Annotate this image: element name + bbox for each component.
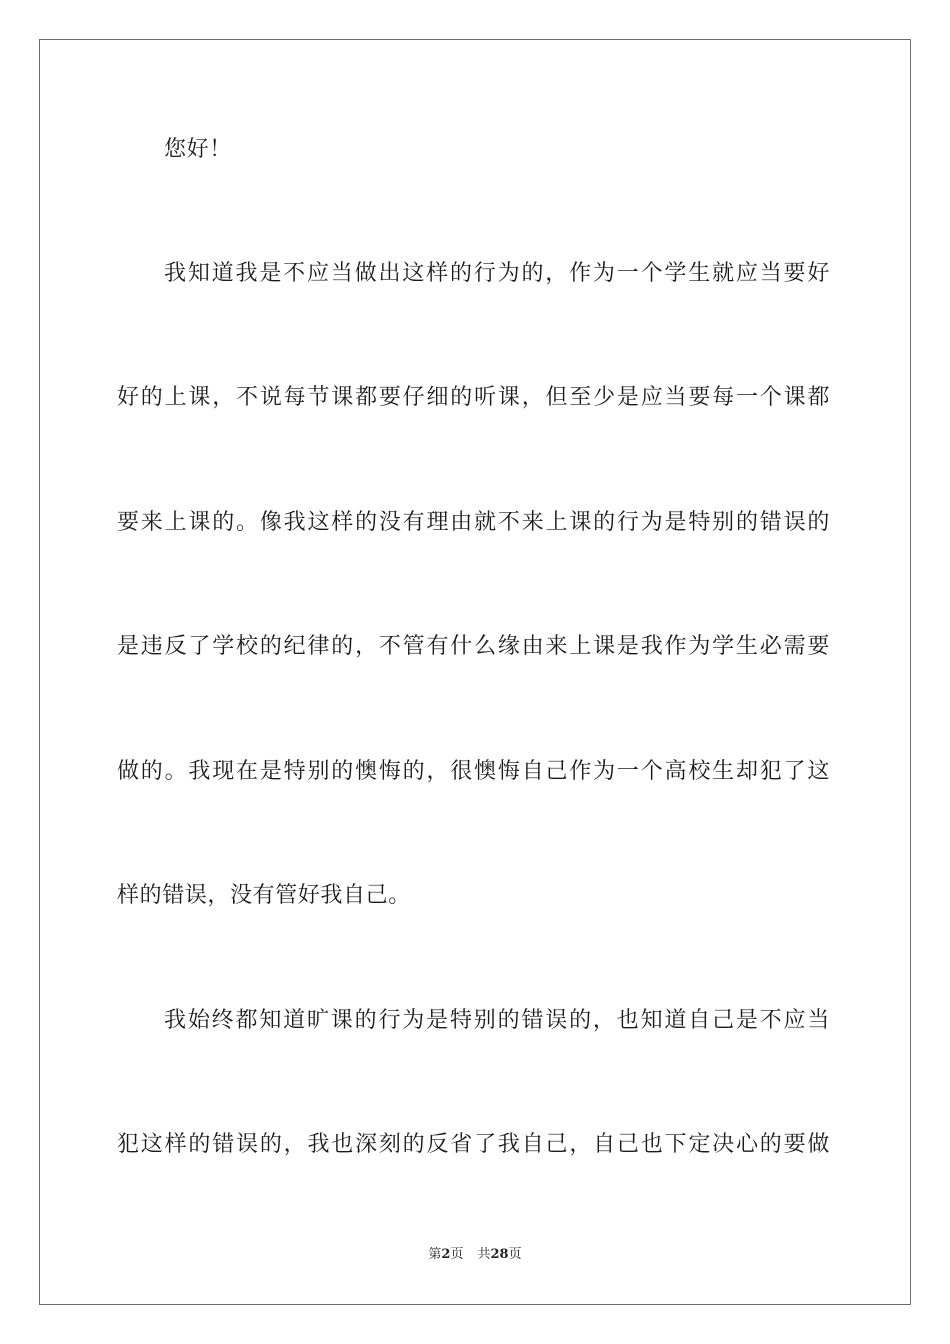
page-number: 2 xyxy=(441,1247,451,1262)
page-footer xyxy=(0,1246,950,1264)
paragraph-1-line-1: 我知道我是不应当做出这样的行为的，作为一个学生就应当要好 xyxy=(164,261,830,286)
paragraph-2-line-1: 我始终都知道旷课的行为是特别的错误的，也知道自己是不应当 xyxy=(164,1008,830,1033)
paragraph-1-line-5: 做的。我现在是特别的懊悔的，很懊悔自己作为一个高校生却犯了这 xyxy=(117,759,830,784)
paragraph-1-line-4: 是违反了学校的纪律的，不管有什么缘由来上课是我作为学生必需要 xyxy=(117,634,830,659)
page-prefix: 第 xyxy=(428,1247,442,1262)
paragraph-1-line-3: 要来上课的。像我这样的没有理由就不来上课的行为是特别的错误的 xyxy=(117,510,830,535)
greeting: 您好！ xyxy=(164,137,232,162)
paragraph-1-line-2: 好的上课，不说每节课都要仔细的听课，但至少是应当要每一个课都 xyxy=(117,385,830,410)
page-border xyxy=(39,39,911,1305)
total-prefix: 共 xyxy=(477,1247,491,1262)
paragraph-1-line-6: 样的错误，没有管好我自己。 xyxy=(117,883,411,908)
paragraph-2-line-2: 犯这样的错误的，我也深刻的反省了我自己，自己也下定决心的要做 xyxy=(117,1132,830,1157)
total-pages: 28 xyxy=(490,1247,509,1262)
total-suffix: 页 xyxy=(508,1247,522,1262)
page-suffix: 页 xyxy=(450,1247,464,1262)
